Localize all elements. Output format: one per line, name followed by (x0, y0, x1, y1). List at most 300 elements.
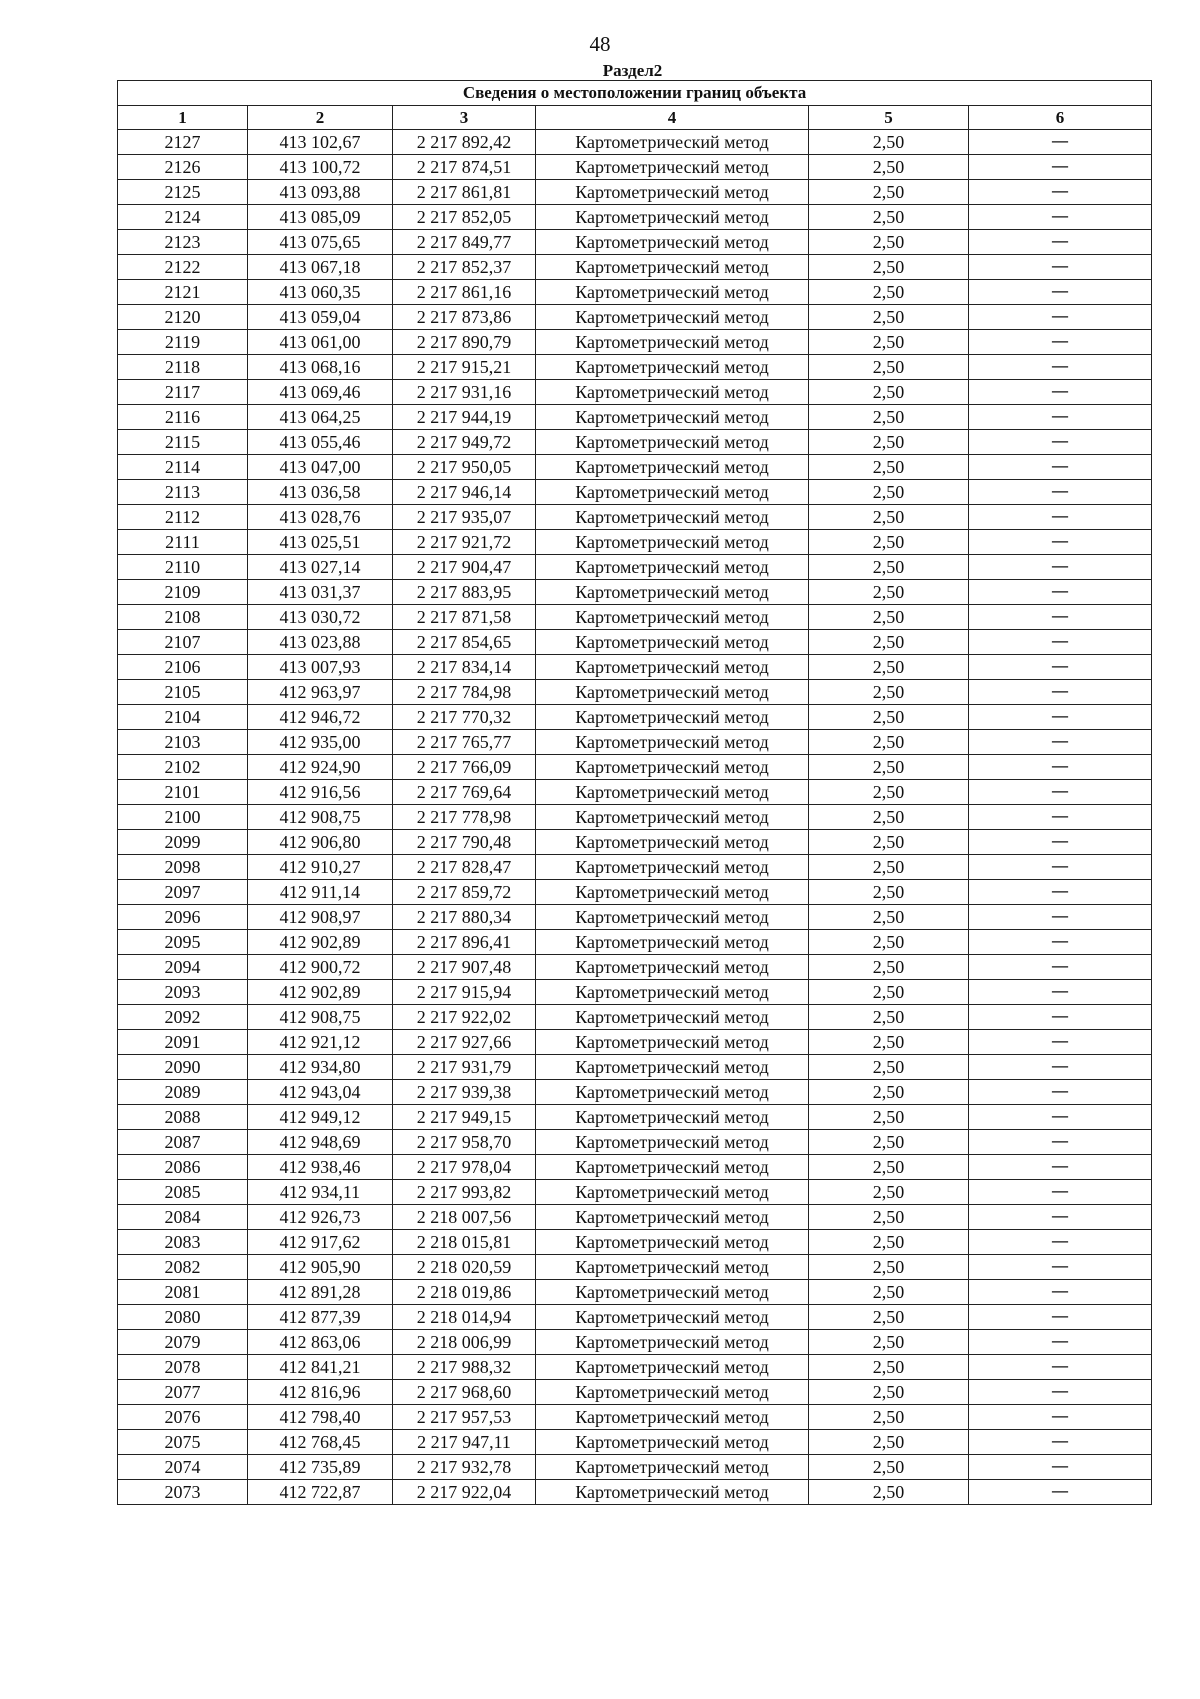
y-coordinate-cell: 2 217 947,11 (393, 1430, 536, 1455)
accuracy-cell: 2,50 (809, 1205, 969, 1230)
x-coordinate-cell: 412 908,75 (248, 1005, 393, 1030)
table-row (118, 1055, 1152, 1080)
method-cell: Картометрический метод (536, 430, 809, 455)
table-row (118, 1455, 1152, 1480)
method-cell: Картометрический метод (536, 1055, 809, 1080)
description-cell: — (969, 1430, 1152, 1455)
x-coordinate-cell: 412 938,46 (248, 1155, 393, 1180)
accuracy-cell: 2,50 (809, 955, 969, 980)
method-cell: Картометрический метод (536, 205, 809, 230)
x-coordinate-cell: 412 943,04 (248, 1080, 393, 1105)
y-coordinate-cell: 2 217 922,04 (393, 1480, 536, 1505)
column-header-row (118, 106, 1152, 130)
accuracy-cell: 2,50 (809, 805, 969, 830)
x-coordinate-cell: 413 093,88 (248, 180, 393, 205)
accuracy-cell: 2,50 (809, 1080, 969, 1105)
method-cell: Картометрический метод (536, 1405, 809, 1430)
y-coordinate-cell: 2 217 871,58 (393, 605, 536, 630)
column-header-4: 4 (536, 106, 809, 130)
table-row (118, 555, 1152, 580)
point-number-cell: 2115 (118, 430, 248, 455)
x-coordinate-cell: 412 863,06 (248, 1330, 393, 1355)
point-number-cell: 2127 (118, 130, 248, 155)
x-coordinate-cell: 413 085,09 (248, 205, 393, 230)
table-row (118, 330, 1152, 355)
x-coordinate-cell: 413 059,04 (248, 305, 393, 330)
x-coordinate-cell: 413 047,00 (248, 455, 393, 480)
x-coordinate-cell: 413 036,58 (248, 480, 393, 505)
point-number-cell: 2117 (118, 380, 248, 405)
table-row (118, 655, 1152, 680)
method-cell: Картометрический метод (536, 530, 809, 555)
description-cell: — (969, 1355, 1152, 1380)
method-cell: Картометрический метод (536, 1080, 809, 1105)
table-row (118, 730, 1152, 755)
y-coordinate-cell: 2 217 849,77 (393, 230, 536, 255)
table-row (118, 230, 1152, 255)
table-row (118, 430, 1152, 455)
y-coordinate-cell: 2 217 931,16 (393, 380, 536, 405)
y-coordinate-cell: 2 218 014,94 (393, 1305, 536, 1330)
point-number-cell: 2111 (118, 530, 248, 555)
x-coordinate-cell: 412 963,97 (248, 680, 393, 705)
accuracy-cell: 2,50 (809, 1155, 969, 1180)
x-coordinate-cell: 412 722,87 (248, 1480, 393, 1505)
table-row (118, 1480, 1152, 1505)
description-cell: — (969, 980, 1152, 1005)
description-cell: — (969, 1480, 1152, 1505)
accuracy-cell: 2,50 (809, 405, 969, 430)
description-cell: — (969, 480, 1152, 505)
accuracy-cell: 2,50 (809, 530, 969, 555)
column-header-6: 6 (969, 106, 1152, 130)
y-coordinate-cell: 2 217 915,94 (393, 980, 536, 1005)
point-number-cell: 2087 (118, 1130, 248, 1155)
method-cell: Картометрический метод (536, 980, 809, 1005)
method-cell: Картометрический метод (536, 255, 809, 280)
accuracy-cell: 2,50 (809, 855, 969, 880)
point-number-cell: 2105 (118, 680, 248, 705)
column-header-3: 3 (393, 106, 536, 130)
method-cell: Картометрический метод (536, 1230, 809, 1255)
point-number-cell: 2089 (118, 1080, 248, 1105)
accuracy-cell: 2,50 (809, 705, 969, 730)
y-coordinate-cell: 2 217 907,48 (393, 955, 536, 980)
table-row (118, 780, 1152, 805)
accuracy-cell: 2,50 (809, 1480, 969, 1505)
x-coordinate-cell: 412 908,75 (248, 805, 393, 830)
x-coordinate-cell: 413 030,72 (248, 605, 393, 630)
method-cell: Картометрический метод (536, 1105, 809, 1130)
x-coordinate-cell: 412 924,90 (248, 755, 393, 780)
table-row (118, 1205, 1152, 1230)
accuracy-cell: 2,50 (809, 205, 969, 230)
point-number-cell: 2097 (118, 880, 248, 905)
description-cell: — (969, 1080, 1152, 1105)
accuracy-cell: 2,50 (809, 1380, 969, 1405)
x-coordinate-cell: 412 877,39 (248, 1305, 393, 1330)
description-cell: — (969, 230, 1152, 255)
point-number-cell: 2090 (118, 1055, 248, 1080)
point-number-cell: 2118 (118, 355, 248, 380)
method-cell: Картометрический метод (536, 1330, 809, 1355)
accuracy-cell: 2,50 (809, 380, 969, 405)
y-coordinate-cell: 2 217 944,19 (393, 405, 536, 430)
accuracy-cell: 2,50 (809, 980, 969, 1005)
point-number-cell: 2114 (118, 455, 248, 480)
accuracy-cell: 2,50 (809, 1455, 969, 1480)
x-coordinate-cell: 412 735,89 (248, 1455, 393, 1480)
point-number-cell: 2124 (118, 205, 248, 230)
accuracy-cell: 2,50 (809, 355, 969, 380)
column-header-2: 2 (248, 106, 393, 130)
table-row (118, 280, 1152, 305)
y-coordinate-cell: 2 218 007,56 (393, 1205, 536, 1230)
description-cell: — (969, 880, 1152, 905)
method-cell: Картометрический метод (536, 780, 809, 805)
accuracy-cell: 2,50 (809, 1005, 969, 1030)
table-row (118, 1255, 1152, 1280)
method-cell: Картометрический метод (536, 855, 809, 880)
point-number-cell: 2122 (118, 255, 248, 280)
accuracy-cell: 2,50 (809, 1030, 969, 1055)
method-cell: Картометрический метод (536, 805, 809, 830)
accuracy-cell: 2,50 (809, 230, 969, 255)
description-cell: — (969, 955, 1152, 980)
method-cell: Картометрический метод (536, 1380, 809, 1405)
point-number-cell: 2083 (118, 1230, 248, 1255)
description-cell: — (969, 705, 1152, 730)
description-cell: — (969, 430, 1152, 455)
description-cell: — (969, 505, 1152, 530)
accuracy-cell: 2,50 (809, 1230, 969, 1255)
accuracy-cell: 2,50 (809, 330, 969, 355)
point-number-cell: 2091 (118, 1030, 248, 1055)
point-number-cell: 2099 (118, 830, 248, 855)
point-number-cell: 2107 (118, 630, 248, 655)
method-cell: Картометрический метод (536, 955, 809, 980)
method-cell: Картометрический метод (536, 705, 809, 730)
description-cell: — (969, 330, 1152, 355)
point-number-cell: 2093 (118, 980, 248, 1005)
x-coordinate-cell: 412 916,56 (248, 780, 393, 805)
accuracy-cell: 2,50 (809, 1355, 969, 1380)
x-coordinate-cell: 413 027,14 (248, 555, 393, 580)
point-number-cell: 2076 (118, 1405, 248, 1430)
method-cell: Картометрический метод (536, 155, 809, 180)
accuracy-cell: 2,50 (809, 305, 969, 330)
method-cell: Картометрический метод (536, 1480, 809, 1505)
description-cell: — (969, 1255, 1152, 1280)
table-row (118, 605, 1152, 630)
x-coordinate-cell: 413 031,37 (248, 580, 393, 605)
table-row (118, 355, 1152, 380)
y-coordinate-cell: 2 217 790,48 (393, 830, 536, 855)
table-row (118, 930, 1152, 955)
y-coordinate-cell: 2 217 859,72 (393, 880, 536, 905)
table-row (118, 1280, 1152, 1305)
x-coordinate-cell: 412 841,21 (248, 1355, 393, 1380)
x-coordinate-cell: 412 926,73 (248, 1205, 393, 1230)
x-coordinate-cell: 413 025,51 (248, 530, 393, 555)
x-coordinate-cell: 412 948,69 (248, 1130, 393, 1155)
y-coordinate-cell: 2 217 834,14 (393, 655, 536, 680)
y-coordinate-cell: 2 217 769,64 (393, 780, 536, 805)
description-cell: — (969, 680, 1152, 705)
accuracy-cell: 2,50 (809, 1330, 969, 1355)
method-cell: Картометрический метод (536, 555, 809, 580)
accuracy-cell: 2,50 (809, 180, 969, 205)
description-cell: — (969, 655, 1152, 680)
column-header-5: 5 (809, 106, 969, 130)
x-coordinate-cell: 412 905,90 (248, 1255, 393, 1280)
description-cell: — (969, 1330, 1152, 1355)
y-coordinate-cell: 2 217 854,65 (393, 630, 536, 655)
accuracy-cell: 2,50 (809, 905, 969, 930)
table-row (118, 405, 1152, 430)
table-row (118, 130, 1152, 155)
accuracy-cell: 2,50 (809, 755, 969, 780)
accuracy-cell: 2,50 (809, 1430, 969, 1455)
point-number-cell: 2116 (118, 405, 248, 430)
method-cell: Картометрический метод (536, 380, 809, 405)
y-coordinate-cell: 2 217 852,05 (393, 205, 536, 230)
y-coordinate-cell: 2 217 852,37 (393, 255, 536, 280)
table-row (118, 1430, 1152, 1455)
table-row (118, 1230, 1152, 1255)
description-cell: — (969, 1305, 1152, 1330)
y-coordinate-cell: 2 217 828,47 (393, 855, 536, 880)
x-coordinate-cell: 413 061,00 (248, 330, 393, 355)
table-row (118, 305, 1152, 330)
point-number-cell: 2080 (118, 1305, 248, 1330)
method-cell: Картометрический метод (536, 930, 809, 955)
x-coordinate-cell: 412 902,89 (248, 980, 393, 1005)
x-coordinate-cell: 413 068,16 (248, 355, 393, 380)
table-row (118, 1030, 1152, 1055)
description-cell: — (969, 1180, 1152, 1205)
accuracy-cell: 2,50 (809, 255, 969, 280)
accuracy-cell: 2,50 (809, 1280, 969, 1305)
description-cell: — (969, 905, 1152, 930)
table-row (118, 830, 1152, 855)
accuracy-cell: 2,50 (809, 1105, 969, 1130)
point-number-cell: 2119 (118, 330, 248, 355)
table-row (118, 1105, 1152, 1130)
method-cell: Картометрический метод (536, 605, 809, 630)
method-cell: Картометрический метод (536, 1180, 809, 1205)
y-coordinate-cell: 2 217 915,21 (393, 355, 536, 380)
accuracy-cell: 2,50 (809, 780, 969, 805)
x-coordinate-cell: 412 768,45 (248, 1430, 393, 1455)
method-cell: Картометрический метод (536, 405, 809, 430)
table-row (118, 505, 1152, 530)
description-cell: — (969, 1455, 1152, 1480)
table-row (118, 1180, 1152, 1205)
y-coordinate-cell: 2 217 861,81 (393, 180, 536, 205)
x-coordinate-cell: 413 007,93 (248, 655, 393, 680)
point-number-cell: 2098 (118, 855, 248, 880)
point-number-cell: 2073 (118, 1480, 248, 1505)
y-coordinate-cell: 2 217 978,04 (393, 1155, 536, 1180)
y-coordinate-cell: 2 218 020,59 (393, 1255, 536, 1280)
x-coordinate-cell: 412 935,00 (248, 730, 393, 755)
table-body (118, 130, 1152, 1505)
table-row (118, 855, 1152, 880)
y-coordinate-cell: 2 217 922,02 (393, 1005, 536, 1030)
table-row (118, 530, 1152, 555)
x-coordinate-cell: 413 055,46 (248, 430, 393, 455)
point-number-cell: 2106 (118, 655, 248, 680)
x-coordinate-cell: 413 023,88 (248, 630, 393, 655)
method-cell: Картометрический метод (536, 1130, 809, 1155)
accuracy-cell: 2,50 (809, 730, 969, 755)
table-row (118, 805, 1152, 830)
point-number-cell: 2125 (118, 180, 248, 205)
y-coordinate-cell: 2 217 949,15 (393, 1105, 536, 1130)
description-cell: — (969, 1155, 1152, 1180)
point-number-cell: 2104 (118, 705, 248, 730)
method-cell: Картометрический метод (536, 480, 809, 505)
page-number: 48 (589, 32, 611, 56)
x-coordinate-cell: 413 102,67 (248, 130, 393, 155)
description-cell: — (969, 780, 1152, 805)
y-coordinate-cell: 2 217 765,77 (393, 730, 536, 755)
method-cell: Картометрический метод (536, 1255, 809, 1280)
x-coordinate-cell: 412 910,27 (248, 855, 393, 880)
point-number-cell: 2074 (118, 1455, 248, 1480)
table-row (118, 1155, 1152, 1180)
description-cell: — (969, 830, 1152, 855)
point-number-cell: 2102 (118, 755, 248, 780)
description-cell: — (969, 405, 1152, 430)
y-coordinate-cell: 2 217 946,14 (393, 480, 536, 505)
accuracy-cell: 2,50 (809, 580, 969, 605)
x-coordinate-cell: 412 921,12 (248, 1030, 393, 1055)
y-coordinate-cell: 2 217 874,51 (393, 155, 536, 180)
x-coordinate-cell: 413 028,76 (248, 505, 393, 530)
table-row (118, 255, 1152, 280)
y-coordinate-cell: 2 217 904,47 (393, 555, 536, 580)
table-row (118, 880, 1152, 905)
point-number-cell: 2121 (118, 280, 248, 305)
y-coordinate-cell: 2 217 988,32 (393, 1355, 536, 1380)
method-cell: Картометрический метод (536, 330, 809, 355)
table-row (118, 580, 1152, 605)
method-cell: Картометрический метод (536, 880, 809, 905)
y-coordinate-cell: 2 217 932,78 (393, 1455, 536, 1480)
table-row (118, 1080, 1152, 1105)
table-row (118, 705, 1152, 730)
y-coordinate-cell: 2 217 861,16 (393, 280, 536, 305)
y-coordinate-cell: 2 217 993,82 (393, 1180, 536, 1205)
method-cell: Картометрический метод (536, 130, 809, 155)
description-cell: — (969, 130, 1152, 155)
table-row (118, 755, 1152, 780)
table-row (118, 1130, 1152, 1155)
point-number-cell: 2084 (118, 1205, 248, 1230)
method-cell: Картометрический метод (536, 730, 809, 755)
method-cell: Картометрический метод (536, 355, 809, 380)
method-cell: Картометрический метод (536, 1355, 809, 1380)
x-coordinate-cell: 412 911,14 (248, 880, 393, 905)
accuracy-cell: 2,50 (809, 280, 969, 305)
accuracy-cell: 2,50 (809, 1405, 969, 1430)
x-coordinate-cell: 413 064,25 (248, 405, 393, 430)
table-row (118, 1330, 1152, 1355)
description-cell: — (969, 380, 1152, 405)
description-cell: — (969, 1005, 1152, 1030)
table-row (118, 1405, 1152, 1430)
y-coordinate-cell: 2 217 921,72 (393, 530, 536, 555)
x-coordinate-cell: 413 060,35 (248, 280, 393, 305)
description-cell: — (969, 305, 1152, 330)
x-coordinate-cell: 412 798,40 (248, 1405, 393, 1430)
table-row (118, 630, 1152, 655)
description-cell: — (969, 605, 1152, 630)
accuracy-cell: 2,50 (809, 480, 969, 505)
method-cell: Картометрический метод (536, 1155, 809, 1180)
table-row (118, 455, 1152, 480)
y-coordinate-cell: 2 218 006,99 (393, 1330, 536, 1355)
description-cell: — (969, 1130, 1152, 1155)
accuracy-cell: 2,50 (809, 930, 969, 955)
point-number-cell: 2123 (118, 230, 248, 255)
table-row (118, 905, 1152, 930)
y-coordinate-cell: 2 217 896,41 (393, 930, 536, 955)
x-coordinate-cell: 412 902,89 (248, 930, 393, 955)
point-number-cell: 2120 (118, 305, 248, 330)
description-cell: — (969, 530, 1152, 555)
point-number-cell: 2088 (118, 1105, 248, 1130)
description-cell: — (969, 355, 1152, 380)
method-cell: Картометрический метод (536, 830, 809, 855)
method-cell: Картометрический метод (536, 905, 809, 930)
description-cell: — (969, 555, 1152, 580)
y-coordinate-cell: 2 217 890,79 (393, 330, 536, 355)
x-coordinate-cell: 412 891,28 (248, 1280, 393, 1305)
x-coordinate-cell: 413 100,72 (248, 155, 393, 180)
x-coordinate-cell: 412 934,80 (248, 1055, 393, 1080)
description-cell: — (969, 1105, 1152, 1130)
y-coordinate-cell: 2 217 770,32 (393, 705, 536, 730)
description-cell: — (969, 1380, 1152, 1405)
table-row (118, 955, 1152, 980)
x-coordinate-cell: 413 067,18 (248, 255, 393, 280)
point-number-cell: 2101 (118, 780, 248, 805)
y-coordinate-cell: 2 217 950,05 (393, 455, 536, 480)
x-coordinate-cell: 412 900,72 (248, 955, 393, 980)
table-title: Сведения о местоположении границ объекта (118, 81, 1152, 106)
y-coordinate-cell: 2 217 880,34 (393, 905, 536, 930)
y-coordinate-cell: 2 217 968,60 (393, 1380, 536, 1405)
method-cell: Картометрический метод (536, 580, 809, 605)
y-coordinate-cell: 2 217 931,79 (393, 1055, 536, 1080)
y-coordinate-cell: 2 217 935,07 (393, 505, 536, 530)
y-coordinate-cell: 2 217 957,53 (393, 1405, 536, 1430)
point-number-cell: 2110 (118, 555, 248, 580)
method-cell: Картометрический метод (536, 1455, 809, 1480)
point-number-cell: 2082 (118, 1255, 248, 1280)
point-number-cell: 2113 (118, 480, 248, 505)
x-coordinate-cell: 412 908,97 (248, 905, 393, 930)
y-coordinate-cell: 2 217 873,86 (393, 305, 536, 330)
method-cell: Картометрический метод (536, 180, 809, 205)
method-cell: Картометрический метод (536, 505, 809, 530)
y-coordinate-cell: 2 217 778,98 (393, 805, 536, 830)
column-header-1: 1 (118, 106, 248, 130)
point-number-cell: 2094 (118, 955, 248, 980)
